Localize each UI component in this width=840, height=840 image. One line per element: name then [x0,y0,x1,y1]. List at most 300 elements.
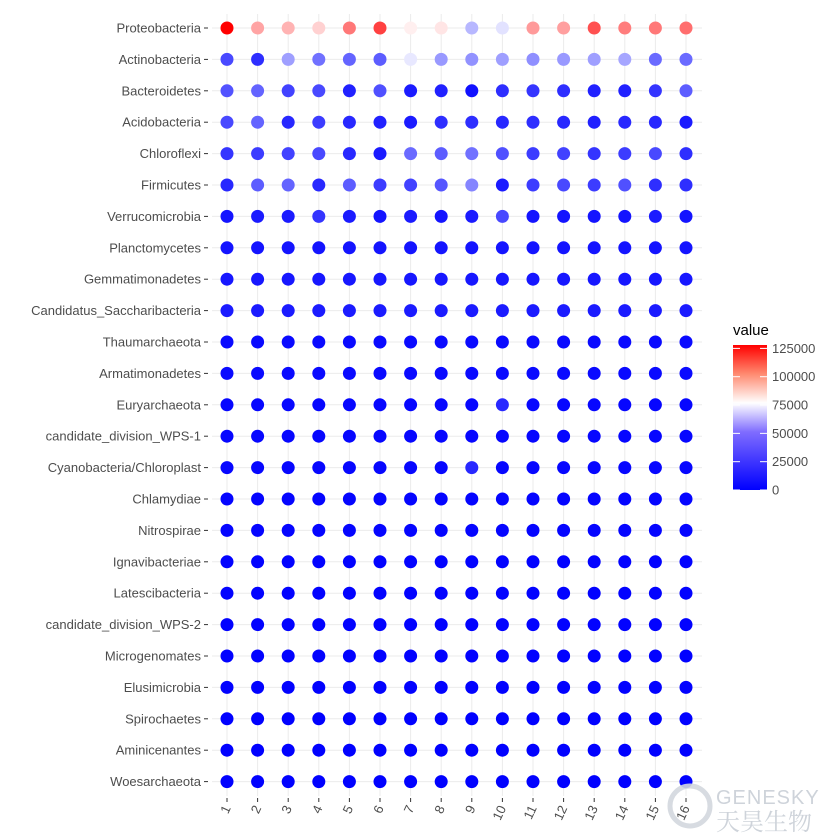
data-point [252,619,264,631]
data-point [282,179,294,191]
data-point [405,556,417,568]
y-tick-label: Latescibacteria [113,585,201,601]
data-point [343,681,355,693]
data-point [313,713,325,725]
data-point [252,744,264,756]
data-point [405,210,417,222]
data-point [527,462,539,474]
data-point [252,524,264,536]
data-point [466,273,478,285]
x-tick-label: 5 [339,802,357,816]
data-point [221,210,233,222]
data-point [558,148,570,160]
data-point [680,619,692,631]
data-point [619,305,631,317]
data-point [558,85,570,97]
data-point [405,367,417,379]
data-point [313,587,325,599]
data-point [221,85,233,97]
data-point [619,681,631,693]
data-point [313,619,325,631]
data-point [496,776,508,788]
x-tick-label: 3 [278,802,295,816]
data-point [527,336,539,348]
y-tick-label: Actinobacteria [118,51,201,67]
data-point [588,242,600,254]
data-point [496,430,508,442]
data-point [619,650,631,662]
data-point [558,367,570,379]
data-point [558,524,570,536]
data-point [221,713,233,725]
legend-colorbar [733,345,767,490]
data-point [343,22,355,34]
data-point [619,399,631,411]
y-tick-label: Proteobacteria [116,20,201,36]
data-point [282,336,294,348]
data-point [588,744,600,756]
data-point [282,305,294,317]
data-point [435,462,447,474]
data-point [466,336,478,348]
data-point [221,336,233,348]
data-point [619,430,631,442]
data-point [343,619,355,631]
data-point [619,210,631,222]
data-point [282,367,294,379]
data-point [343,242,355,254]
data-point [282,524,294,536]
data-point [435,619,447,631]
data-point [252,650,264,662]
data-point [405,336,417,348]
data-point [252,336,264,348]
data-point [343,524,355,536]
data-point [649,556,661,568]
data-point [496,524,508,536]
x-tick-label: 2 [247,802,265,816]
data-point [619,336,631,348]
data-point [466,713,478,725]
data-point [466,462,478,474]
data-point [527,713,539,725]
data-point [435,116,447,128]
data-point [527,22,539,34]
data-point [649,273,661,285]
data-point [252,587,264,599]
data-point [527,399,539,411]
data-point [343,556,355,568]
data-point [221,430,233,442]
data-point [588,85,600,97]
data-point [527,367,539,379]
x-tick-label: 12 [550,802,571,823]
data-point [680,116,692,128]
x-tick-label: 13 [581,802,601,823]
data-point [221,524,233,536]
data-point [649,53,661,65]
data-point [466,776,478,788]
data-point [374,367,386,379]
data-point [252,210,264,222]
data-point [588,148,600,160]
data-point [221,587,233,599]
y-tick-label: Armatimonadetes [99,365,201,381]
data-point [252,242,264,254]
data-point [649,462,661,474]
data-point [221,242,233,254]
data-point [405,587,417,599]
data-point [619,367,631,379]
data-point [252,681,264,693]
data-point [527,116,539,128]
data-point [649,22,661,34]
data-point [405,179,417,191]
data-point [313,179,325,191]
data-point [588,273,600,285]
data-point [282,210,294,222]
data-point [282,242,294,254]
data-point [252,116,264,128]
data-point [619,493,631,505]
data-point [405,273,417,285]
data-point [313,210,325,222]
y-tick-label: Acidobacteria [122,114,201,130]
data-point [313,462,325,474]
data-point [282,273,294,285]
data-point [313,85,325,97]
data-point [649,524,661,536]
data-point [374,587,386,599]
data-point [405,619,417,631]
data-point [527,148,539,160]
data-point [282,744,294,756]
data-point [527,744,539,756]
data-point [252,776,264,788]
data-point [496,619,508,631]
data-point [466,587,478,599]
data-point [435,242,447,254]
data-point [466,210,478,222]
data-point [649,305,661,317]
data-point [435,399,447,411]
data-point [435,650,447,662]
data-point [588,305,600,317]
data-point [405,85,417,97]
data-point [588,650,600,662]
data-point [496,242,508,254]
data-point [313,305,325,317]
data-point [558,744,570,756]
data-point [496,462,508,474]
data-point [343,462,355,474]
x-tick-label: 14 [611,802,632,823]
data-point [588,22,600,34]
y-tick-label: Spirochaetes [125,711,201,727]
data-point [558,587,570,599]
data-point [527,210,539,222]
data-point [527,179,539,191]
data-point [496,367,508,379]
data-point [496,53,508,65]
data-point [221,619,233,631]
data-point [374,776,386,788]
data-point [343,305,355,317]
data-point [619,776,631,788]
y-tick-label: Chlamydiae [132,491,201,507]
data-point [435,713,447,725]
data-point [558,399,570,411]
data-point [680,22,692,34]
data-point [619,713,631,725]
data-point [374,179,386,191]
data-point [496,556,508,568]
data-point [649,619,661,631]
color-legend [733,322,815,498]
data-point [343,85,355,97]
data-point [588,524,600,536]
data-point [680,399,692,411]
data-point [527,430,539,442]
data-point [405,462,417,474]
data-point [466,744,478,756]
data-point [558,53,570,65]
data-point [466,148,478,160]
data-point [435,587,447,599]
data-point [527,524,539,536]
data-point [313,744,325,756]
data-point [374,493,386,505]
data-point [619,53,631,65]
data-point [558,273,570,285]
x-tick-label: 11 [520,802,540,822]
y-tick-label: Elusimicrobia [123,679,201,695]
data-point [527,273,539,285]
data-point [649,367,661,379]
data-point [558,116,570,128]
data-point [680,273,692,285]
data-point [588,493,600,505]
data-point [282,430,294,442]
data-point [466,681,478,693]
y-tick-label: Aminicenantes [115,742,201,758]
data-point [558,493,570,505]
data-point [405,22,417,34]
data-point [588,367,600,379]
y-tick-label: Euryarchaeota [116,397,201,413]
data-point [374,336,386,348]
data-point [558,336,570,348]
data-point [405,116,417,128]
data-point [680,587,692,599]
data-point [405,305,417,317]
data-point [466,650,478,662]
data-point [619,85,631,97]
data-point [466,619,478,631]
data-point [435,85,447,97]
data-point [680,179,692,191]
data-point [343,179,355,191]
data-point [405,713,417,725]
data-point [619,116,631,128]
y-tick-label: candidate_division_WPS-1 [45,428,201,444]
data-point [313,399,325,411]
data-point [435,681,447,693]
data-point [374,273,386,285]
data-point [282,556,294,568]
y-tick-label: Firmicutes [141,177,201,193]
data-point [343,53,355,65]
data-point [619,556,631,568]
data-point [680,462,692,474]
data-point [496,148,508,160]
data-point [374,85,386,97]
legend-tick-label: 75000 [772,397,809,413]
data-point [343,430,355,442]
y-tick-label: Candidatus_Saccharibacteria [31,303,201,319]
data-point [619,524,631,536]
data-point [649,242,661,254]
data-point [527,619,539,631]
data-point [496,85,508,97]
y-tick-label: Chloroflexi [139,146,201,162]
y-tick-label: Thaumarchaeota [102,334,201,350]
data-point [405,493,417,505]
data-point [496,179,508,191]
data-point [282,148,294,160]
data-point [527,587,539,599]
data-point [527,305,539,317]
data-point [282,85,294,97]
data-point [680,681,692,693]
data-point [619,273,631,285]
data-point [680,367,692,379]
data-point [435,210,447,222]
data-point [343,273,355,285]
data-point [619,462,631,474]
x-axis [217,798,693,822]
data-point [496,305,508,317]
data-point [313,493,325,505]
data-point [221,650,233,662]
data-point [588,336,600,348]
data-point [680,524,692,536]
data-point [221,273,233,285]
x-tick-label: 16 [673,802,693,823]
data-point [558,179,570,191]
data-point [558,462,570,474]
data-point [680,305,692,317]
data-point [466,179,478,191]
data-point [588,179,600,191]
data-point [466,524,478,536]
data-point [435,776,447,788]
data-point [282,776,294,788]
data-point [252,399,264,411]
data-point [252,556,264,568]
data-point [282,587,294,599]
data-point [496,399,508,411]
data-point [680,744,692,756]
data-point [343,776,355,788]
data-point [619,179,631,191]
data-point [558,430,570,442]
data-point [374,744,386,756]
x-tick-label: 8 [431,802,448,816]
data-point [588,681,600,693]
data-point [619,22,631,34]
data-point [282,53,294,65]
data-point [282,650,294,662]
data-point [221,148,233,160]
data-point [588,776,600,788]
data-point [252,273,264,285]
data-point [252,367,264,379]
data-point [435,493,447,505]
data-point [343,210,355,222]
data-point [221,399,233,411]
data-point [558,619,570,631]
data-point [496,116,508,128]
data-point [374,713,386,725]
data-point [588,587,600,599]
y-tick-label: Ignavibacteriae [112,554,201,570]
data-point [527,556,539,568]
data-point [619,587,631,599]
legend-tick-label: 50000 [772,425,809,441]
data-point [282,681,294,693]
data-point [558,242,570,254]
data-point [343,650,355,662]
data-point [221,493,233,505]
data-point [435,179,447,191]
data-point [649,210,661,222]
data-point [527,53,539,65]
data-point [405,242,417,254]
data-point [527,242,539,254]
data-point [649,493,661,505]
data-point [588,210,600,222]
data-point [221,116,233,128]
data-point [405,524,417,536]
genesky-logo-icon [670,786,710,826]
data-point [252,85,264,97]
data-point [374,210,386,222]
x-tick-label: 4 [308,802,326,816]
data-point [649,116,661,128]
data-point [221,681,233,693]
y-tick-label: Nitrospirae [138,522,201,538]
data-point [558,776,570,788]
y-axis [31,21,208,790]
data-point [435,430,447,442]
data-point [313,524,325,536]
data-point [527,681,539,693]
data-point [680,210,692,222]
data-point [588,462,600,474]
data-point [649,85,661,97]
legend-title: value [733,322,769,339]
genesky-watermark [670,786,820,836]
data-point [558,681,570,693]
data-point [466,305,478,317]
data-point [496,210,508,222]
data-point [343,116,355,128]
data-point [558,22,570,34]
data-point [466,53,478,65]
data-point [680,556,692,568]
data-point [649,681,661,693]
